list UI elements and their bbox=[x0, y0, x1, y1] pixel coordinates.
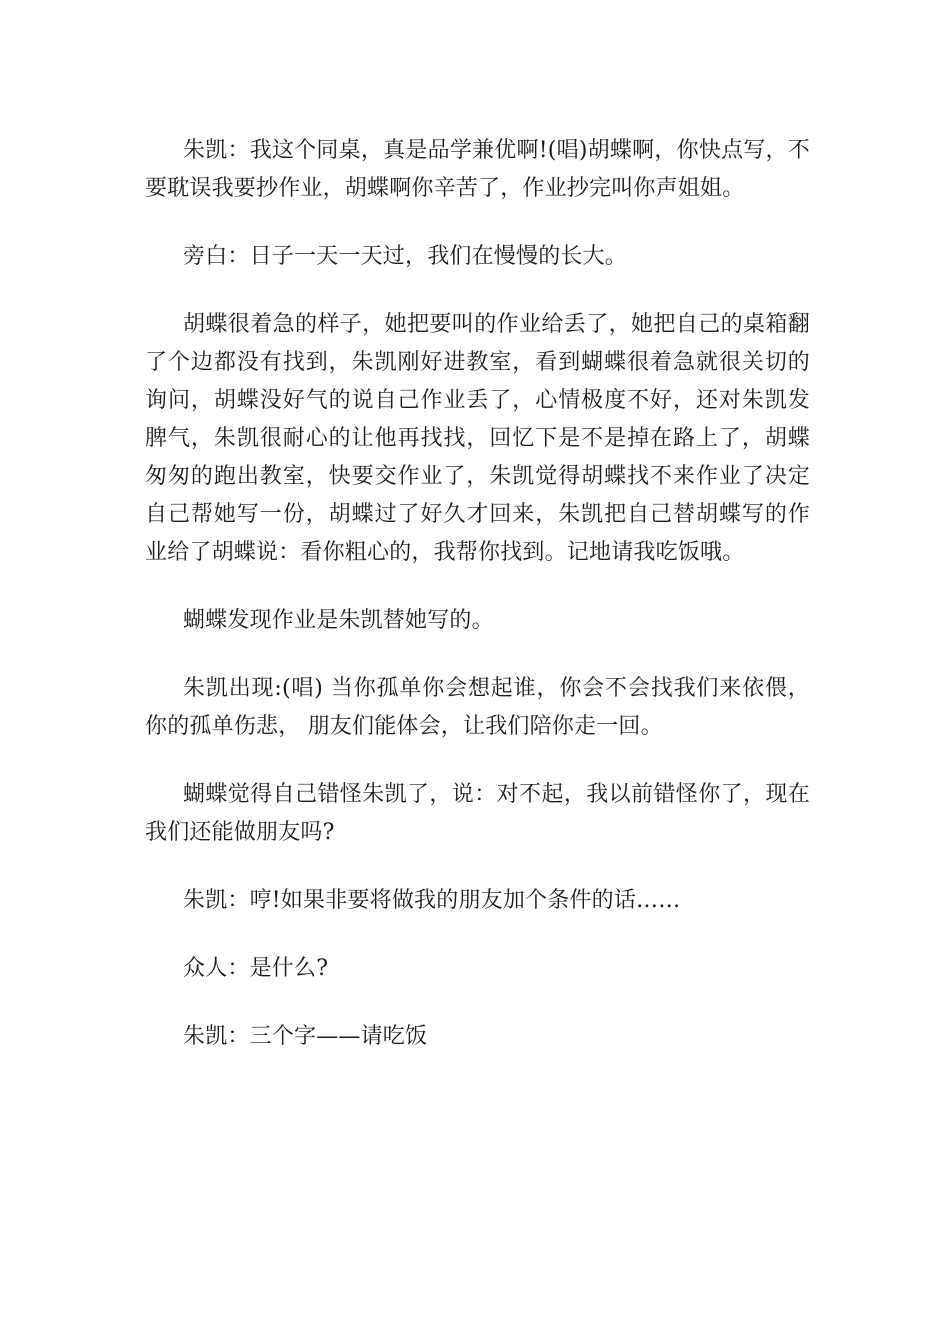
paragraph-zhukai-song: 朱凯出现:(唱) 当你孤单你会想起谁，你会不会找我们来依偎，你的孤单伤悲， 朋友们能体会，让我们陪你走一回。 bbox=[145, 676, 810, 739]
paragraph-discovery: 蝴蝶发现作业是朱凯替她写的。 bbox=[183, 608, 494, 633]
paragraph-answer: 朱凯：三个字——请吃饭 bbox=[183, 1024, 428, 1049]
paragraph-lost-homework: 胡蝶很着急的样子，她把要叫的作业给丢了，她把自己的桌箱翻了个边都没有找到，朱凯刚好进教室，看到蝴蝶很着急就很关切的询问，胡蝶没好气的说自己作业丢了，心情极度不好，还对朱凯发脾气，朱凯很耐心的让他再找找，回忆下是不是掉在路上了，胡蝶匆匆的跑出教室，快要交作业了，朱凯觉得胡蝶找不来作业了决定自己帮她写一份，胡蝶过了好久才回来，朱凯把自己替胡蝶写的作业给了胡蝶说：看你粗心的，我帮你找到。记地请我吃饭哦。 bbox=[145, 312, 810, 565]
paragraph-apology: 蝴蝶觉得自己错怪朱凯了，说：对不起，我以前错怪你了，现在我们还能做朋友吗? bbox=[145, 782, 810, 845]
paragraph-crowd-question: 众人：是什么? bbox=[183, 956, 329, 981]
paragraph-narrator: 旁白：日子一天一天过，我们在慢慢的长大。 bbox=[183, 244, 628, 269]
document-body bbox=[145, 132, 810, 1086]
paragraph-zhukai-praise: 朱凯：我这个同桌，真是品学兼优啊!(唱)胡蝶啊，你快点写，不要耽误我要抄作业，胡蝶啊你辛苦了，作业抄完叫你声姐姐。 bbox=[145, 138, 810, 201]
paragraph-condition: 朱凯：哼!如果非要将做我的朋友加个条件的话…… bbox=[183, 888, 681, 913]
